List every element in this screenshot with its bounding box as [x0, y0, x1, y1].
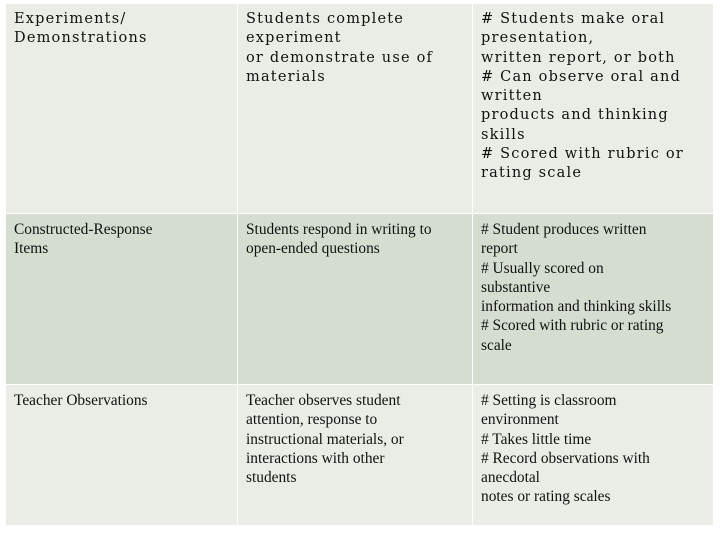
cell-line: rating scale — [481, 165, 583, 182]
cell-line: environment — [481, 411, 559, 429]
cell-line: notes or rating scales — [481, 488, 611, 506]
cell-line: Experiments/ — [14, 11, 127, 27]
cell-line: scale — [481, 336, 512, 354]
cell-line: Students complete — [246, 11, 405, 27]
cell-line: attention, response to — [246, 411, 378, 429]
cell-line: skills — [481, 126, 526, 143]
cell-line: written report, or both — [481, 49, 676, 66]
assessment-grid — [5, 3, 714, 526]
cell-line: interactions with other — [246, 449, 385, 467]
description-cell — [238, 214, 473, 385]
assessment-table — [4, 2, 714, 535]
cell-line: substantive — [481, 278, 551, 296]
table-row-teacher-observations — [6, 385, 714, 526]
cell-line: Demonstrations — [14, 30, 148, 47]
cell-line: presentation, — [481, 30, 595, 47]
cell-line: open-ended questions — [246, 240, 380, 258]
cell-line: # Students make oral — [481, 11, 666, 27]
cell-line: Constructed-Response — [14, 221, 153, 238]
cell-line: students — [246, 469, 297, 487]
table-row-experiments — [6, 4, 714, 214]
cell-line: # Takes little time — [481, 430, 592, 448]
cell-line: Teacher observes student — [246, 392, 401, 409]
description-cell — [238, 385, 473, 526]
cell-line: # Student produces written — [481, 221, 647, 238]
cell-line: instructional materials, or — [246, 430, 404, 448]
cell-line: Items — [14, 240, 49, 258]
cell-line: report — [481, 240, 518, 258]
cell-line: information and thinking skills — [481, 298, 672, 316]
cell-line: written — [481, 88, 543, 105]
cell-line: or demonstrate use of — [246, 49, 434, 66]
cell-line: products and thinking — [481, 107, 669, 124]
features-cell — [473, 385, 714, 526]
features-cell — [473, 214, 714, 385]
table-row-constructed-response — [6, 214, 714, 385]
cell-line: # Scored with rubric or rating — [481, 317, 664, 335]
cell-line: # Scored with rubric or — [481, 146, 684, 163]
method-cell — [6, 4, 238, 214]
method-cell — [6, 214, 238, 385]
description-cell — [238, 4, 473, 214]
cell-line: # Usually scored on — [481, 259, 604, 277]
cell-line: Students respond in writing to — [246, 221, 432, 238]
cell-line: anecdotal — [481, 469, 540, 487]
cell-line: materials — [246, 68, 326, 85]
method-cell — [6, 385, 238, 526]
cell-line: # Setting is classroom — [481, 392, 617, 409]
cell-line: # Record observations with — [481, 449, 650, 467]
cell-line: Teacher Observations — [14, 392, 148, 409]
cell-line: experiment — [246, 30, 342, 47]
cell-line: # Can observe oral and — [481, 68, 682, 85]
features-cell — [473, 4, 714, 214]
